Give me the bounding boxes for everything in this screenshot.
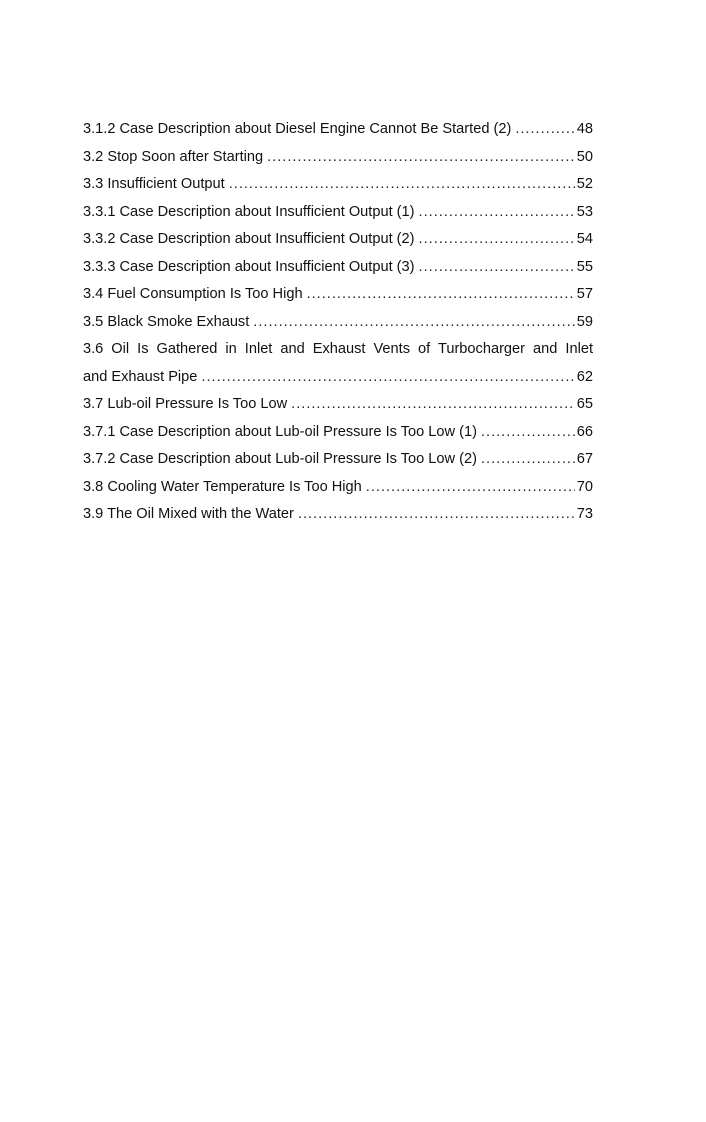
toc-entry-page: 48 [576,121,593,137]
toc-entry-title: 3.6 Oil Is Gathered in Inlet and Exhaust Vents of Turbocharger and Inlet [83,341,593,357]
toc-entry-page: 53 [576,203,593,220]
toc-entry-3-3-3[interactable] [83,254,593,282]
toc-entry-3-4[interactable] [83,281,593,309]
toc-entry-page: 52 [576,176,593,192]
toc-dot-leader [253,309,574,337]
toc-entry-3-3[interactable] [83,171,593,199]
toc-entry-3-6-line2[interactable] [83,364,593,392]
toc-entry-3-3-2[interactable] [83,226,593,254]
toc-entry-page: 57 [576,286,593,302]
toc-entry-3-8[interactable] [83,474,593,502]
toc-dot-leader [366,474,575,502]
toc-entry-page: 66 [576,423,593,440]
toc-dot-leader [229,171,575,199]
toc-entry-title: 3.4 Fuel Consumption Is Too High [83,286,303,302]
toc-dot-leader [267,144,575,172]
toc-entry-title: 3.2 Stop Soon after Starting [83,148,264,165]
toc-dot-leader [515,116,574,144]
toc-entry-3-6-line1[interactable] [83,336,593,364]
toc-entry-title: 3.3.2 Case Description about Insufficient Output (2) [83,231,415,247]
toc-entry-title: 3.5 Black Smoke Exhaust [83,313,250,330]
toc-entry-3-9[interactable] [83,501,593,529]
toc-entry-title: 3.7 Lub-oil Pressure Is Too Low [83,396,288,412]
toc-entry-3-2[interactable] [83,144,593,172]
toc-entry-3-3-1[interactable] [83,199,593,227]
toc-entry-page: 59 [576,313,593,330]
toc-entry-title: 3.3.3 Case Description about Insufficient Output (3) [83,258,415,275]
toc-entry-title: 3.3.1 Case Description about Insufficient Output (1) [83,203,415,220]
toc-entry-3-5[interactable] [83,309,593,337]
toc-entry-page: 50 [576,148,593,165]
toc-entry-page: 73 [576,506,593,522]
toc-dot-leader [481,446,575,474]
toc-entry-page: 55 [576,258,593,275]
toc-dot-leader [298,501,575,529]
toc-entry-3-7-1[interactable] [83,419,593,447]
toc-entry-title: 3.7.2 Case Description about Lub-oil Pressure Is Too Low (2) [83,451,477,467]
table-of-contents [83,116,593,529]
toc-dot-leader [419,254,575,282]
toc-entry-page: 54 [576,231,593,247]
toc-entry-title: 3.8 Cooling Water Temperature Is Too High [83,478,362,495]
toc-entry-page: 70 [576,478,593,495]
toc-dot-leader [419,199,575,227]
toc-entry-title: 3.7.1 Case Description about Lub-oil Pressure Is Too Low (1) [83,423,477,440]
toc-dot-leader [419,226,575,254]
toc-dot-leader [307,281,575,309]
toc-entry-title: and Exhaust Pipe [83,368,198,385]
toc-entry-title: 3.3 Insufficient Output [83,176,225,192]
toc-entry-3-7-2[interactable] [83,446,593,474]
toc-entry-3-7[interactable] [83,391,593,419]
toc-dot-leader [201,364,574,392]
toc-dot-leader [481,419,575,447]
toc-entry-title: 3.1.2 Case Description about Diesel Engine Cannot Be Started (2) [83,121,512,137]
toc-dot-leader [291,391,575,419]
toc-entry-3-1-2[interactable] [83,116,593,144]
toc-entry-page: 62 [576,368,593,385]
toc-entry-page: 65 [576,396,593,412]
toc-entry-title: 3.9 The Oil Mixed with the Water [83,506,294,522]
toc-entry-page: 67 [576,451,593,467]
